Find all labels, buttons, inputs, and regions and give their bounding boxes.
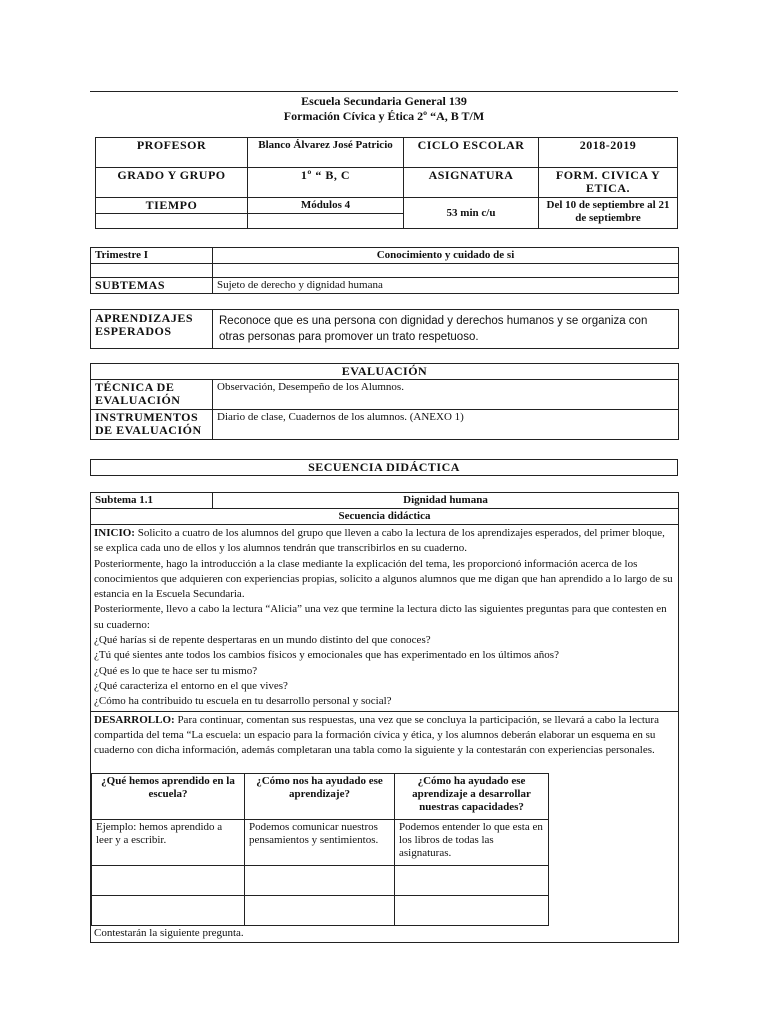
exp-empty [245,895,395,925]
sequence-table [90,492,679,943]
exp-empty [395,895,549,925]
subtemas-value: Sujeto de derecho y dignidad humana [213,278,679,294]
exp-header-1: ¿Qué hemos aprendido en la escuela? [92,773,245,819]
asignatura-label: ASIGNATURA [404,168,539,198]
empty-cell [213,264,679,278]
inicio-p3: Posteriormente, llevo a cabo la lectura “Alicia” una vez que termine la lectura dicto las siguientes preguntas para que contesten en su cuaderno: [94,603,667,631]
fechas-value: Del 10 de septiembre al 21 de septiembre [539,198,678,229]
eje-value: Conocimiento y cuidado de si [213,248,679,264]
exp-cell-2: Podemos comunicar nuestros pensamientos y sentimientos. [245,819,395,865]
exp-header-2: ¿Cómo nos ha ayudado ese aprendizaje? [245,773,395,819]
inicio-q2: ¿Tú qué sientes ante todos los cambios físicos y emocionales que has experimentado en los últimos años? [94,649,559,662]
experiences-table [91,773,549,926]
grado-label: GRADO Y GRUPO [96,168,248,198]
asignatura-value: FORM. CIVICA Y ETICA. [539,168,678,198]
subtemas-label: SUBTEMAS [91,278,213,294]
exp-cell-3: Podemos entender lo que esta en los libros de todas las asignaturas. [395,819,549,865]
exp-cell-1: Ejemplo: hemos aprendido a leer y a escribir. [92,819,245,865]
exp-empty [92,865,245,895]
exp-empty [245,865,395,895]
tiempo-label: TIEMPO [96,198,248,214]
tiempo-value: Módulos 4 [248,198,404,214]
desarrollo-label: DESARROLLO: [94,713,175,726]
instrumentos-value: Diario de clase, Cuadernos de los alumnos. (ANEXO 1) [213,410,679,440]
duracion-value [404,198,539,229]
ciclo-label: CICLO ESCOLAR [404,138,539,168]
school-name: Escuela Secundaria General 139 [301,94,467,108]
desarrollo-closing: Contestarán la siguiente pregunta. [94,926,244,939]
desarrollo-paragraph [94,713,675,771]
subtema-label: Subtema 1.1 [91,493,213,509]
secuencia-label: Secuencia didáctica [91,509,679,525]
empty-cell [248,214,404,229]
aprendizajes-label: APRENDIZAJES ESPERADOS [91,310,213,349]
subtema-value: Dignidad humana [213,493,679,509]
exp-empty [92,895,245,925]
desarrollo-text: Para continuar, comentan sus respuestas, una vez que se concluya la participación, se llevará a cabo la lectura compartida del tema “La escuela: un espacio para la formación cívica y ética, y los alumnos deberán elaborar un esquema en su cuaderno con dicha información, además completaran una tabla como la siguiente y la contestarán con experiencias personales. [94,713,659,757]
trimestre-table [90,247,679,294]
inicio-cell [91,525,679,712]
ciclo-value: 2018-2019 [539,138,678,168]
inicio-q1: ¿Qué harías si de repente despertaras en un mundo distinto del que conoces? [94,634,431,647]
aprendizajes-table [90,309,679,349]
inicio-q3: ¿Qué es lo que te hace ser tu mismo? [94,664,258,677]
inicio-label: INICIO: [94,527,135,539]
info-table [95,137,678,229]
tecnica-label: TÉCNICA DE EVALUACIÓN [91,380,213,410]
inicio-intro: Solicito a cuatro de los alumnos del grupo que lleven a cabo la lectura de los aprendizajes esperados, del primer bloque, se explica cada uno de ellos y los alumnos tendrán que transcribirlos en su cuaderno. [94,527,665,555]
evaluacion-title: EVALUACIÓN [91,364,679,380]
grado-value: 1º “ B, C [248,168,404,198]
empty-cell [91,264,213,278]
inicio-paragraph [94,526,675,557]
secuencia-title-table [90,459,678,476]
instrumentos-label: INSTRUMENTOS DE EVALUACIÓN [91,410,213,440]
exp-empty [395,865,549,895]
inicio-q4: ¿Qué caracteriza el entorno en el que vives? [94,679,288,692]
trimestre-label: Trimestre I [91,248,213,264]
subject-line: Formación Cívica y Ética 2º “A, B T/M [283,109,485,123]
desarrollo-cell [91,711,679,942]
inicio-p2: Posteriormente, hago la introducción a la clase mediante la explicación del tema, les proporcionó información acerca de los conocimientos que adquieren con experiencias propias, solicito a algunos alumnos que me digan que han aprendido a lo largo de su estancia en la Escuela Secundaria. [94,557,673,601]
duracion-text: 53 min c/u [446,206,496,219]
aprendizajes-value: Reconoce que es una persona con dignidad y derechos humanos y se organiza con otras personas para promover un trato respetuoso. [213,310,679,349]
empty-cell [96,214,248,229]
top-rule [90,91,678,92]
inicio-q5: ¿Cómo ha contribuido tu escuela en tu desarrollo personal y social? [94,695,392,708]
profesor-value: Blanco Álvarez José Patricio [248,138,404,168]
profesor-label: PROFESOR [96,138,248,168]
secuencia-title: SECUENCIA DIDÁCTICA [91,460,678,476]
tecnica-value: Observación, Desempeño de los Alumnos. [213,380,679,410]
exp-header-3: ¿Cómo ha ayudado ese aprendizaje a desarrollar nuestras capacidades? [395,773,549,819]
evaluacion-table [90,363,679,440]
